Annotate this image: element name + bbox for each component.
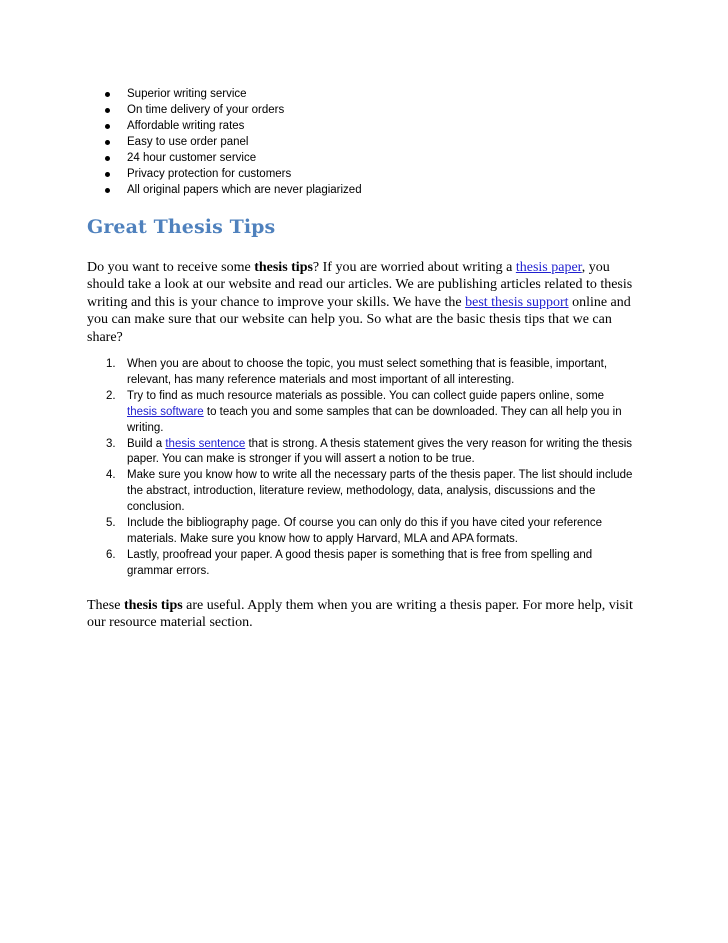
list-item: 4. Make sure you know how to write all the necessary parts of the thesis paper. The list should include the abstract, introduction, literature review, methodology, data, analysis, discussions and the conclusion. (106, 469, 633, 514)
list-item: 24 hour customer service (104, 150, 362, 166)
list-item: All original papers which are never plagiarized (104, 182, 362, 198)
tips-list (106, 357, 636, 580)
bullet-icon (105, 188, 110, 193)
thesis-software-link[interactable]: thesis software (127, 405, 204, 418)
list-item: Privacy protection for customers (104, 166, 362, 182)
list-item: Easy to use order panel (104, 134, 362, 150)
bullet-icon (105, 140, 110, 145)
bullet-icon (105, 92, 110, 97)
list-item: Affordable writing rates (104, 118, 362, 134)
list-item: 2. Try to find as much resource materials as possible. You can collect guide papers online, some thesis software to teach you and some samples that can be downloaded. They can all help you in writing. (106, 389, 622, 434)
bullet-icon (105, 156, 110, 161)
bullet-icon (105, 172, 110, 177)
list-item: 6. Lastly, proofread your paper. A good thesis paper is something that is free from spelling and grammar errors. (106, 548, 593, 577)
benefits-list (104, 86, 362, 198)
thesis-sentence-link[interactable]: thesis sentence (165, 437, 246, 450)
list-item: 5. Include the bibliography page. Of course you can only do this if you have cited your reference materials. Make sure you know how to apply Harvard, MLA and APA formats. (106, 517, 602, 545)
list-item: 3. Build a thesis sentence that is strong. A thesis statement gives the very reason for writing the thesis paper. You can make is stronger if you will assert a notion to be true. (106, 437, 632, 466)
intro-paragraph: Do you want to receive some thesis tips? If you are worried about writing a thesis paper, you should take a look at our website and read our articles. We are publishing articles related to thesis writing and this is your chance to improve your skills. We have the best thesis support online and you can make sure that our website can help you. So what are the basic thesis tips that we can share? (87, 260, 633, 345)
closing-paragraph: These thesis tips are useful. Apply them when you are writing a thesis paper. For more help, visit our resource material section. (87, 598, 633, 631)
thesis-paper-link[interactable]: thesis paper (515, 260, 582, 275)
best-thesis-support-link[interactable]: best thesis support (465, 294, 569, 310)
list-item: Superior writing service (104, 86, 362, 102)
section-heading: Great Thesis Tips (87, 216, 276, 238)
list-item: 1. When you are about to choose the topic, you must select something that is feasible, important, relevant, has many reference materials and most important of all interesting. (106, 358, 608, 386)
bullet-icon (105, 108, 110, 113)
list-item: On time delivery of your orders (104, 102, 362, 118)
bullet-icon (105, 124, 110, 129)
